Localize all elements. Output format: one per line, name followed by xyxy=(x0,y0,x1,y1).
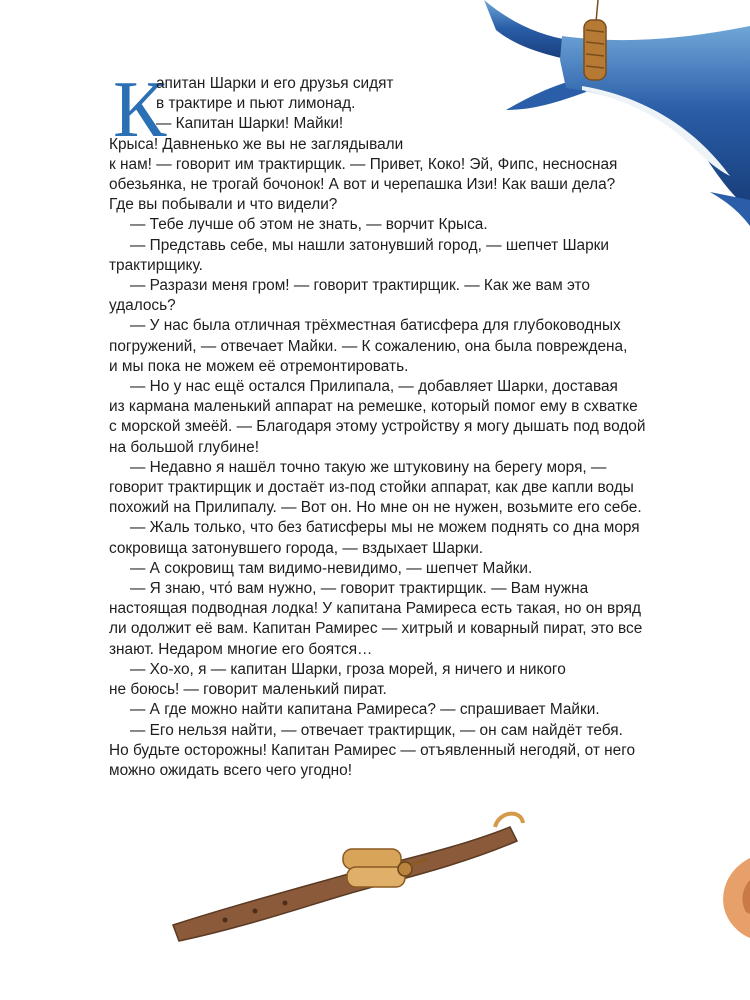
story-line: настоящая подводная лодка! У капитана Рамиреса есть такая, но он вряд xyxy=(109,600,641,618)
story-line: удалось? xyxy=(109,297,176,315)
strap-buckle-loop xyxy=(495,814,523,827)
story-line: ли одолжит её вам. Капитан Рамирес — хитрый и коварный пират, это все xyxy=(109,620,643,638)
story-line: Где вы побывали и что видели? xyxy=(109,196,338,214)
story-line: — У нас была отличная трёхместная батисфера для глубоководных xyxy=(130,317,621,335)
story-line: — Тебе лучше об этом не знать, — ворчит Крыса. xyxy=(130,216,488,234)
story-line: похожий на Прилипалу. — Вот он. Но мне он не нужен, возьмите его себе. xyxy=(109,499,642,517)
story-line: — Я знаю, что́ вам нужно, — говорит трактирщик. — Вам нужна xyxy=(130,580,589,598)
rope xyxy=(584,0,606,80)
story-line: — Его нельзя найти, — отвечает трактирщик, — он сам найдёт тебя. xyxy=(130,721,623,739)
story-line: — Представь себе, мы нашли затонувший город, — шепчет Шарки xyxy=(130,236,610,254)
story-line: и мы пока не можем её отремонтировать. xyxy=(109,357,409,375)
story-line: с морской змеёй. — Благодаря этому устройству я могу дышать под водой xyxy=(109,418,646,436)
story-line: Но будьте осторожны! Капитан Рамирес — отъявленный негодяй, от него xyxy=(109,741,636,759)
story-line: — Жаль только, что без батисферы мы не можем поднять со дна моря xyxy=(130,519,640,537)
story-line: к нам! — говорит им трактирщик. — Привет, Коко! Эй, Фипс, несносная xyxy=(109,155,618,173)
story-line: Крыса! Давненько же вы не заглядывали xyxy=(109,135,404,153)
story-line: — А сокровищ там видимо-невидимо, — шепчет Майки. xyxy=(130,559,533,577)
strap-band xyxy=(173,827,517,941)
story-line: в трактире и пьют лимонад. xyxy=(156,95,356,113)
story-text xyxy=(109,74,654,781)
strap-device-illustration xyxy=(165,805,545,955)
story-line: обезьянка, не трогай бочонок! А вот и черепашка Изи! Как ваши дела? xyxy=(109,176,616,194)
story-line: — Разрази меня гром! — говорит трактирщик. — Как же вам это xyxy=(130,277,590,295)
story-line: не боюсь! — говорит маленький пират. xyxy=(109,681,387,699)
story-line: апитан Шарки и его друзья сидят xyxy=(156,75,394,92)
story-line: — Хо-хо, я — капитан Шарки, гроза морей, я ничего и никого xyxy=(130,660,566,678)
story-line: погружений, — отвечает Майки. — К сожалению, она была повреждена, xyxy=(109,337,628,355)
story-line: — Но у нас ещё остался Прилипала, — добавляет Шарки, доставая xyxy=(130,378,618,396)
drop-cap: К xyxy=(113,66,167,154)
story-line: из кармана маленький аппарат на ремешке, который помог ему в схватке xyxy=(109,398,638,416)
story-line: на большой глубине! xyxy=(109,438,260,456)
story-line: можно ожидать всего чего угодно! xyxy=(109,761,352,779)
story-line: — Капитан Шарки! Майки! xyxy=(156,115,344,133)
story-line: трактирщику. xyxy=(109,256,203,274)
story-line: знают. Недаром многие его боятся… xyxy=(109,640,373,658)
story-line: говорит трактирщик и достаёт из-под стойки аппарат, как две капли воды xyxy=(109,479,634,497)
story-line: — Недавно я нашёл точно такую же штуковину на берегу моря, — xyxy=(130,458,607,476)
story-line: — А где можно найти капитана Рамиреса? — спрашивает Майки. xyxy=(130,701,600,719)
story-line: сокровища затонувшего города, — вздыхает Шарки. xyxy=(109,539,484,557)
partial-illustration xyxy=(718,858,750,938)
